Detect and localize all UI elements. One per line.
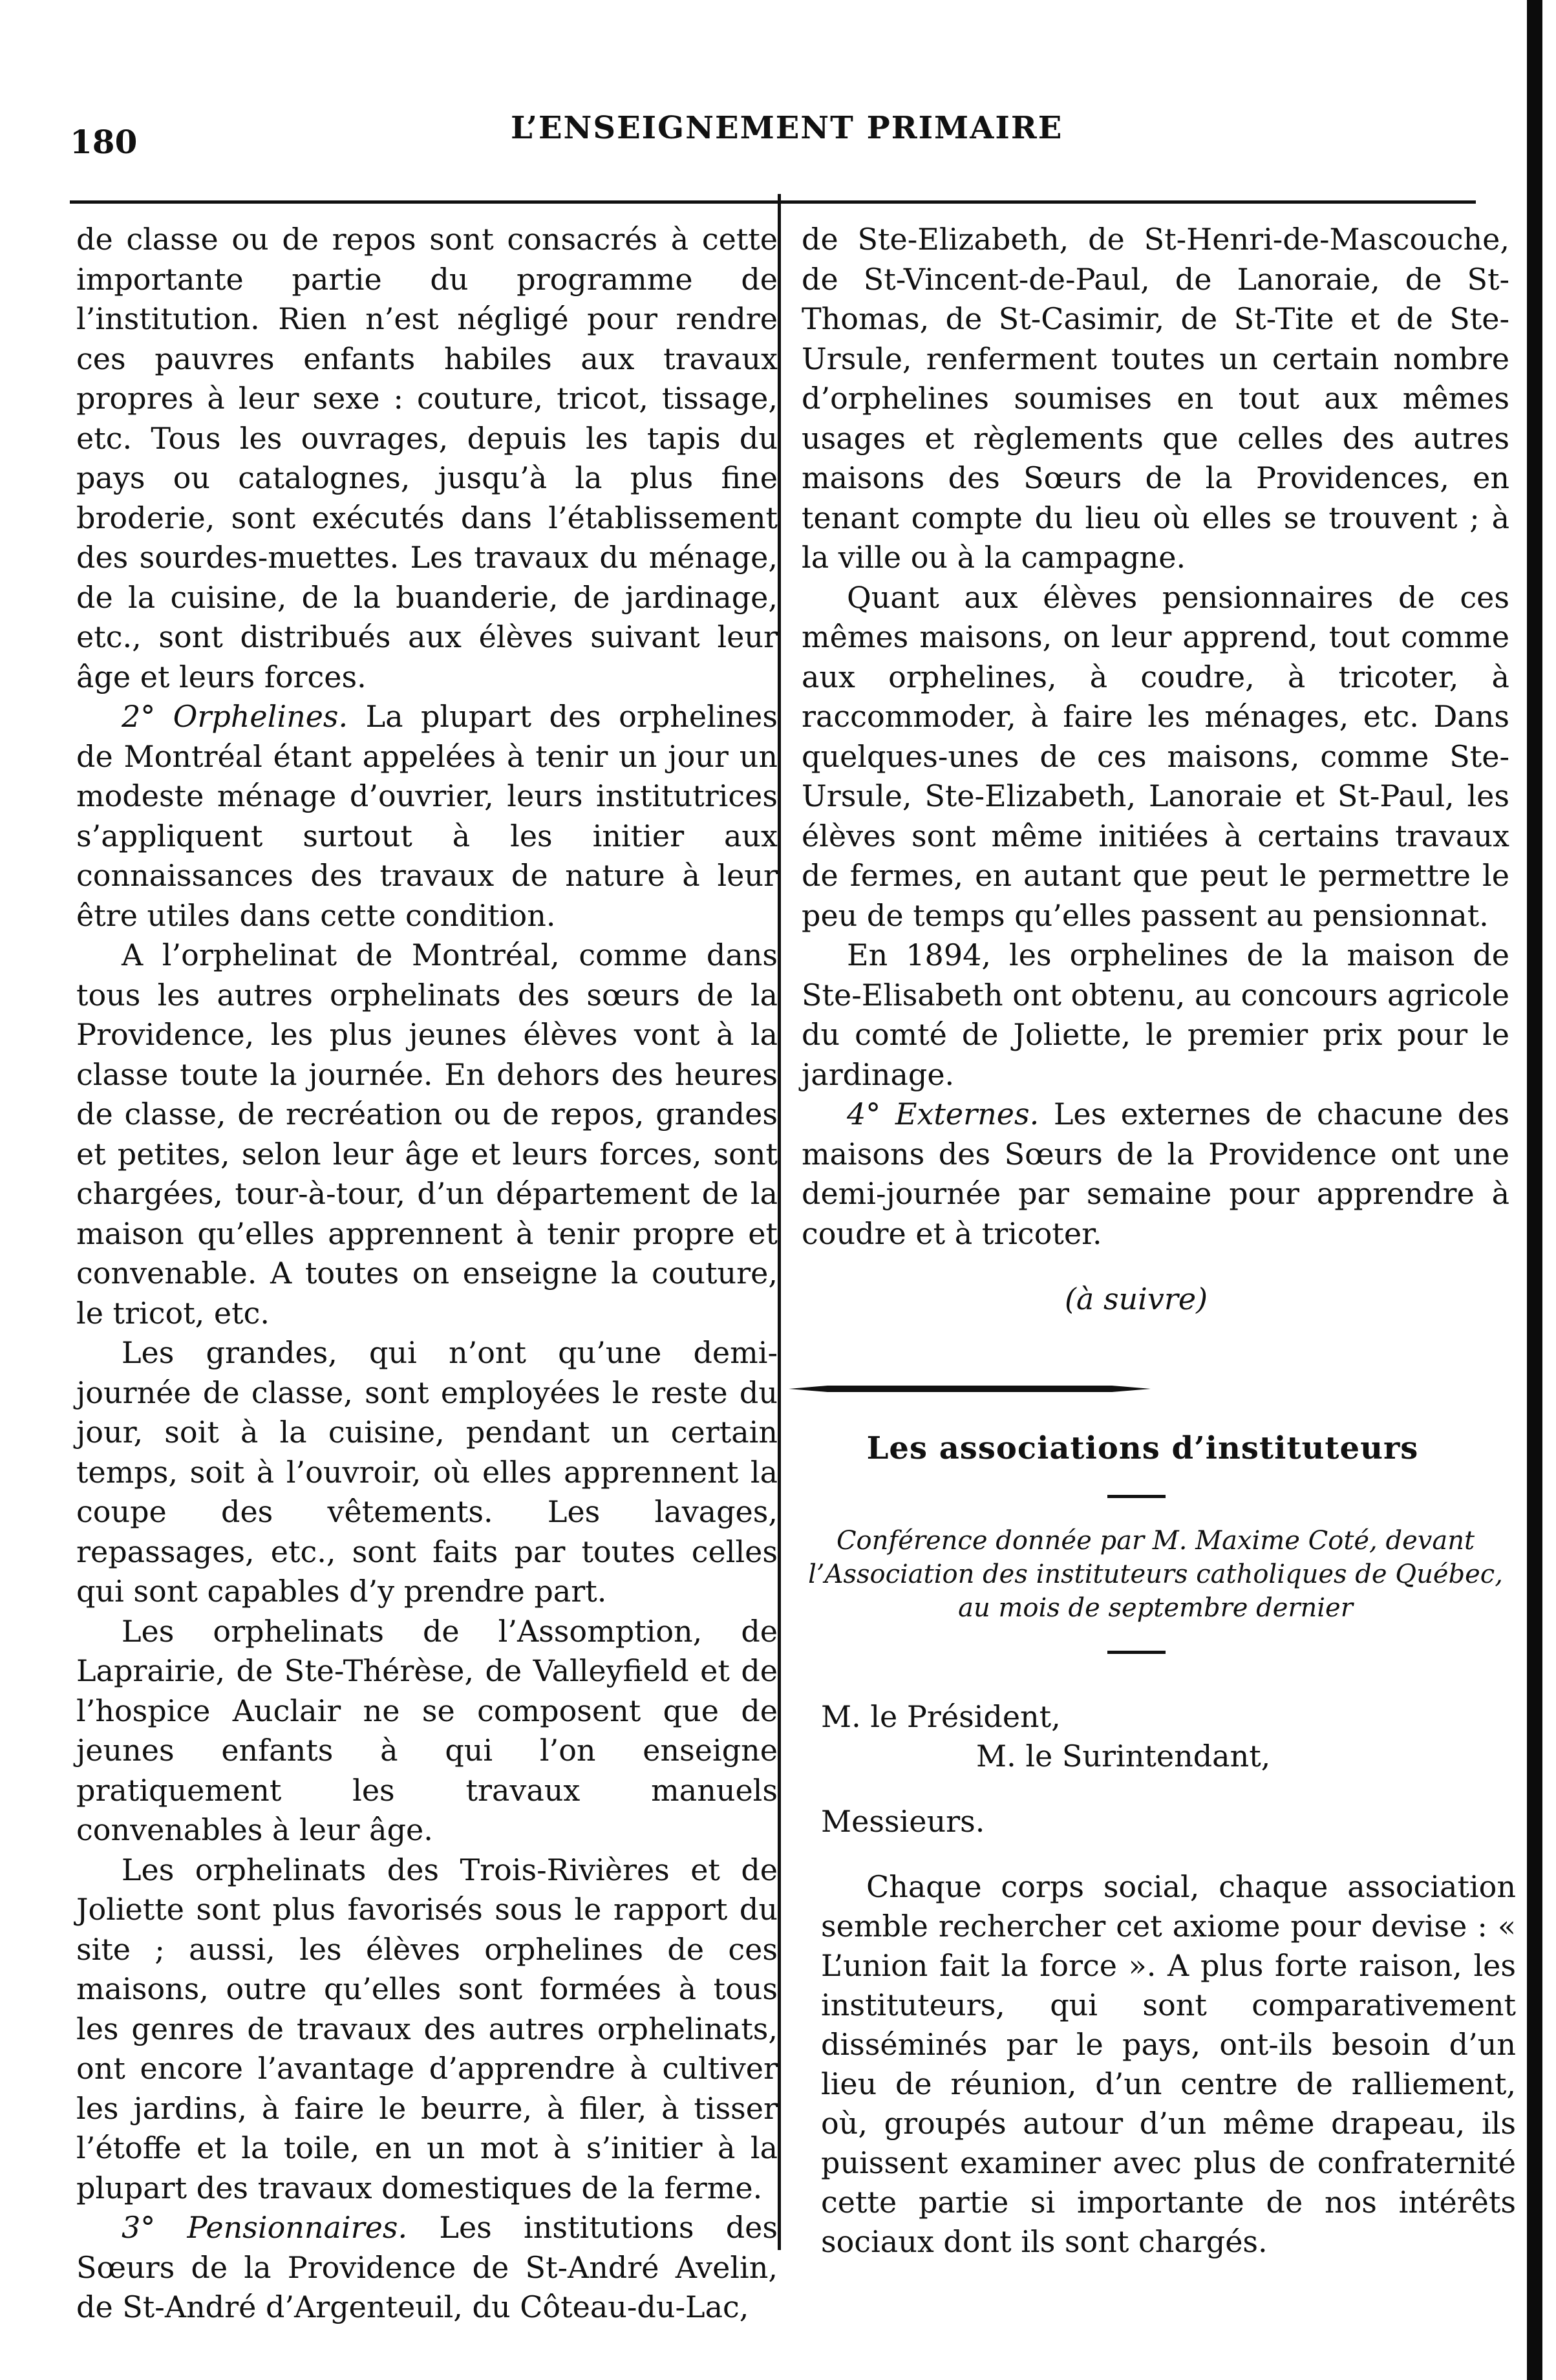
speech-paragraph-1: Chaque corps social, chaque association semble rechercher cet axiome pour devise : « L’union fait la force ». A plus forte raison, les instituteurs, qui sont comparativement disséminés par le pays, ont-ils besoin d’un lieu de réunion, d’un centre de ralliement, où, groupés autour d’un même drapeau, ils puissent examiner avec plus de confraternité cette partie si importante de nos intérêts sociaux dont ils sont chargés. [821, 1869, 1516, 2259]
left-paragraph-4: Les grandes, qui n’ont qu’une demi-journée de classe, sont employées le reste du jour, soit à la cuisine, pendant un certain temps, soit à l’ouvroir, où elles apprennent la coupe des vêtements. Les lavages, repassages, etc., sont faits par toutes celles qui sont capables d’y prendre part. [76, 1335, 778, 1609]
ornamental-divider [789, 1384, 1151, 1393]
left-column [76, 220, 778, 2328]
column-divider [778, 194, 781, 2250]
right-paragraph-1: de Ste-Elizabeth, de St-Henri-de-Mascouche, de St-Vincent-de-Paul, de Lanoraie, de St-Thomas, de St-Casimir, de St-Tite et de Ste-Ursule, renferment toutes un certain nombre d’orphelines soumises en tout aux mêmes usages et règlements que celles des autres maisons des Sœurs de la Providences, en tenant compte du lieu où elles se trouvent ; à la ville ou à la campagne. [802, 222, 1509, 575]
continued-note: (à suivre) [1064, 1281, 1208, 1316]
externes-heading: 4° Externes. [847, 1097, 1039, 1131]
left-paragraph-5: Les orphelinats de l’Assomption, de Laprairie, de Ste-Thérèse, de Valleyfield et de l’hospice Auclair ne se composent que de jeunes enfants à qui l’on enseigne pratiquement les travaux manuels convenables à leur âge. [76, 1613, 778, 1847]
spacer [821, 1776, 1516, 1802]
right-paragraph-3: En 1894, les orphelines de la maison de Ste-Elisabeth ont obtenu, au concours agricole du comté de Joliette, le premier prix pour le jardinage. [802, 938, 1509, 1092]
left-paragraph-2 [76, 697, 778, 936]
right-paragraph-4-text: Les externes de chacune des maisons des Sœurs de la Providence ont une demi-journée par semaine pour apprendre à coudre et à tricoter. [802, 1097, 1509, 1251]
orphelines-heading: 2° Orphelines. [122, 699, 348, 734]
left-paragraph-7-text: Les institutions des Sœurs de la Providence de St-André Avelin, de St-André d’Argenteuil, du Côteau-du-Lac, [76, 2210, 778, 2324]
speech-block [821, 1697, 1516, 2262]
title-rule [1107, 1495, 1166, 1498]
header-rule [70, 200, 1476, 204]
spacer [821, 1841, 1516, 1867]
salutation-surintendant: M. le Surintendant, [976, 1739, 1271, 1774]
page-number: 180 [70, 123, 138, 161]
pensionnaires-heading: 3° Pensionnaires. [122, 2210, 408, 2245]
right-paragraph-4 [802, 1095, 1509, 1254]
section-title: Les associations d’instituteurs [866, 1430, 1419, 1466]
salutation-president: M. le Président, [821, 1699, 1061, 1734]
left-paragraph-1: de classe ou de repos sont consacrés à cette importante partie du programme de l’institution. Rien n’est négligé pour rendre ces pauvres enfants habiles aux travaux propres à leur sexe : couture, tricot, tissage, etc. Tous les ouvrages, depuis les tapis du pays ou catalognes, jusqu’à la plus fine broderie, sont exécutés dans l’établissement des sourdes-muettes. Les travaux du ménage, de la cuisine, de la buanderie, de jardinage, etc., sont distribués aux élèves suivant leur âge et leurs forces. [76, 222, 778, 694]
ornament-shape [789, 1386, 1151, 1392]
left-paragraph-3: A l’orphelinat de Montréal, comme dans tous les autres orphelinats des sœurs de la Providence, les plus jeunes élèves vont à la classe toute la journée. En dehors des heures de classe, de recréation ou de repos, grandes et petites, selon leur âge et leurs forces, sont chargées, tour-à-tour, d’un département de la maison qu’elles apprennent à tenir propre et convenable. A toutes on enseigne la couture, le tricot, etc. [76, 938, 778, 1331]
salutation-messieurs: Messieurs. [821, 1804, 985, 1839]
left-paragraph-7 [76, 2208, 778, 2328]
scan-edge-border [1527, 0, 1542, 2380]
running-title: L’ENSEIGNEMENT PRIMAIRE [511, 110, 1063, 146]
right-paragraph-2: Quant aux élèves pensionnaires de ces mêmes maisons, on leur apprend, tout comme aux orphelines, à coudre, à tricoter, à raccommoder, à faire les ménages, etc. Dans quelques-unes de ces maisons, comme Ste-Ursule, Ste-Elizabeth, Lanoraie et St-Paul, les élèves sont même initiées à certains travaux de fermes, en autant que peut le permettre le peu de temps qu’elles passent au pensionnat. [802, 579, 1509, 933]
left-paragraph-6: Les orphelinats des Trois-Rivières et de Joliette sont plus favorisés sous le rapport du site ; aussi, les élèves orphelines de ces maisons, outre qu’elles sont formées à tous les genres de travaux des autres orphelinats, ont encore l’avantage d’apprendre à cultiver les jardins, à faire le beurre, à filer, à tisser l’étoffe et la toile, en un mot à s’initier à la plupart des travaux domestiques de la ferme. [76, 1852, 778, 2205]
left-paragraph-2-text: La plupart des orphelines de Montréal étant appelées à tenir un jour un modeste ménage d’ouvrier, leurs institutrices s’appliquent surtout à les initier aux connaissances des travaux de nature à leur être utiles dans cette condition. [76, 699, 778, 933]
conference-subtitle: Conférence donnée par M. Maxime Coté, devant l’Association des instituteurs catholiques de Québec, au mois de septembre dernier [808, 1525, 1503, 1623]
right-column [802, 220, 1509, 1654]
subtitle-rule [1107, 1651, 1166, 1654]
